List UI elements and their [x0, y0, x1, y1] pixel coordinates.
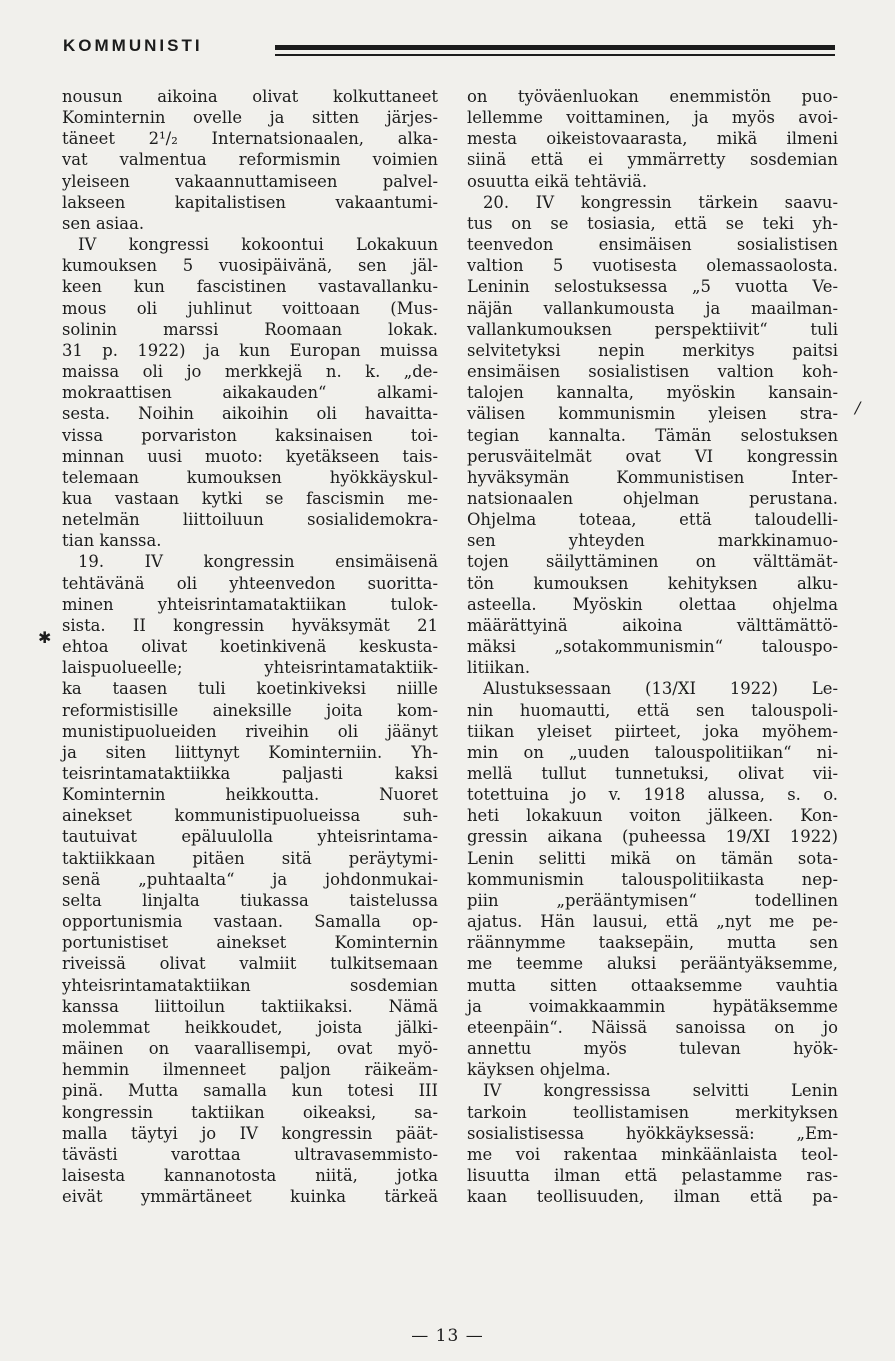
text-line: nousun aikoina olivat kolkuttaneet [62, 87, 438, 106]
text-line: molemmat heikkoudet, joista jälki- [62, 1017, 438, 1037]
text-line: reformistisille aineksille joita kom- [62, 700, 438, 720]
text-line: ainekset kommunistipuolueissa suh- [62, 806, 438, 826]
text-line: on työväenluokan enemmistön puo- [467, 87, 838, 106]
text-line: täneet 2¹/₂ Internatsionaalen, alka- [62, 129, 438, 149]
text-line: lisuutta ilman että pelastamme ras- [467, 1165, 838, 1185]
text-line: Alustuksessaan (13/XI 1922) Le- [483, 679, 838, 699]
text-line: ensimäisen sosialistisen valtion koh- [467, 362, 838, 382]
text-line: kanssa liittoilun taktiikaksi. Nämä [62, 996, 438, 1016]
text-line: selta linjalta tiukassa taistelussa [62, 890, 438, 910]
margin-mark: ✱ [38, 628, 52, 647]
text-line: vissa porvariston kaksinaisen toi- [62, 425, 438, 445]
text-line: yhteisrintamataktiikan sosdemian [62, 975, 438, 995]
text-line: nin huomautti, että sen talouspoli- [467, 700, 838, 720]
text-line: tehtävänä oli yhteenvedon suoritta- [62, 573, 438, 593]
text-line: tarkoin teollistamisen merkityksen [467, 1102, 838, 1122]
text-line: litiikan. [467, 658, 531, 678]
text-line: vallankumouksen perspektiivit“ tuli [467, 319, 838, 339]
text-line: mesta oikeistovaarasta, mikä ilmeni [467, 129, 838, 149]
text-line: munistipuolueiden riveihin oli jäänyt [62, 721, 438, 741]
text-line: minnan uusi muoto: kyetäkseen tais- [62, 446, 438, 466]
header-rule-thin [275, 54, 835, 56]
text-line: ja voimakkaammin hypätäksemme [467, 996, 838, 1016]
text-line: taktiikkaan pitäen sitä peräytymi- [62, 848, 438, 868]
text-line: lellemme voittaminen, ja myös avoi- [467, 108, 838, 128]
text-line: mutta sitten ottaaksemme vauhtia [467, 975, 838, 995]
text-line: me voi rakentaa minkäänlaista teol- [467, 1144, 838, 1164]
text-line: netelmän liittoiluun sosialidemokra- [62, 510, 438, 530]
text-line: vat valmentua reformismin voimien [62, 150, 438, 170]
text-line: heti lokakuun voiton jälkeen. Kon- [467, 806, 838, 826]
text-line: mäinen on vaarallisempi, ovat myö- [62, 1039, 438, 1059]
text-line: natsionaalen ohjelman perustana. [467, 488, 838, 508]
text-line: määrättyinä aikoina välttämättö- [467, 615, 838, 635]
text-line: IV kongressissa selvitti Lenin [483, 1081, 838, 1101]
text-line: 20. IV kongressin tärkein saavu- [483, 192, 838, 212]
text-line: räännymme taaksepäin, mutta sen [467, 933, 838, 953]
text-line: tiikan yleiset piirteet, joka myöhem- [467, 721, 838, 741]
text-line: solinin marssi Roomaan lokak. [62, 319, 438, 339]
text-line: gressin aikana (puheessa 19/XI 1922) [467, 827, 838, 847]
text-line: IV kongressi kokoontui Lokakuun [78, 235, 438, 255]
text-line: tävästi varottaa ultravasemmisto- [62, 1144, 438, 1164]
text-line: tautuivat epäluulolla yhteisrintama- [62, 827, 438, 847]
text-line: hyväksymän Kommunistisen Inter- [467, 467, 838, 487]
text-line: maissa oli jo merkkejä n. k. „de- [62, 362, 438, 382]
text-line: Ohjelma toteaa, että taloudelli- [467, 510, 838, 530]
text-line: välisen kommunismin yleisen stra- [467, 404, 838, 424]
text-line: minen yhteisrintamataktiikan tulok- [62, 594, 438, 614]
text-line: valtion 5 vuotisesta olemassaolosta. [467, 256, 838, 276]
text-line: kumouksen 5 vuosipäivänä, sen jäl- [62, 256, 438, 276]
text-line: laisesta kannanotosta niitä, jotka [62, 1165, 438, 1185]
text-line: Leninin selostuksessa „5 vuotta Ve- [467, 277, 838, 297]
text-line: senä „puhtaalta“ ja johdonmukai- [62, 869, 438, 889]
text-line: sosialistisessa hyökkäyksessä: „Em- [467, 1123, 838, 1143]
text-line: malla täytyi jo IV kongressin päät- [62, 1123, 438, 1143]
text-line: ka taasen tuli koetinkiveksi niille [62, 679, 438, 699]
page-header [63, 36, 835, 62]
text-line: annettu myös tulevan hyök- [467, 1039, 838, 1059]
text-line: tian kanssa. [62, 531, 162, 551]
left-text-column [62, 86, 438, 1207]
text-line: Lenin selitti mikä on tämän sota- [467, 848, 838, 868]
text-line: totettuina jo v. 1918 alussa, s. o. [467, 785, 838, 805]
text-line: mous oli juhlinut voittoaan (Mus- [62, 298, 438, 318]
text-line: mokraattisen aikakauden“ alkami- [62, 383, 438, 403]
text-line: kua vastaan kytki se fascismin me- [62, 488, 438, 508]
journal-title: KOMMUNISTI [63, 36, 203, 55]
text-line: 31 p. 1922) ja kun Europan muissa [62, 340, 438, 360]
text-line: pinä. Mutta samalla kun totesi III [62, 1081, 438, 1101]
text-line: keen kun fascistinen vastavallanku- [62, 277, 438, 297]
page-number: — 13 — [411, 1326, 484, 1346]
text-line: min on „uuden talouspolitiikan“ ni- [467, 742, 838, 762]
text-line: eivät ymmärtäneet kuinka tärkeä [62, 1187, 438, 1207]
text-line: siinä että ei ymmärretty sosdemian [467, 150, 838, 170]
text-line: portunistiset ainekset Kominternin [62, 933, 438, 953]
text-line: opportunismia vastaan. Samalla op- [62, 912, 438, 932]
text-line: perusväitelmät ovat VI kongressin [467, 446, 838, 466]
text-line: selvitetyksi nepin merkitys paitsi [467, 340, 838, 360]
text-line: kongressin taktiikan oikeaksi, sa- [62, 1102, 438, 1122]
header-rule [275, 45, 835, 50]
text-line: tegian kannalta. Tämän selostuksen [467, 425, 838, 445]
text-line: sesta. Noihin aikoihin oli havaitta- [62, 404, 438, 424]
text-line: teenvedon ensimäisen sosialistisen [467, 235, 838, 255]
text-line: näjän vallankumousta ja maailman- [467, 298, 838, 318]
right-text-column [467, 86, 838, 1207]
text-line: asteella. Myöskin olettaa ohjelma [467, 594, 838, 614]
text-line: tojen säilyttäminen on välttämät- [467, 552, 838, 572]
text-line: ajatus. Hän lausui, että „nyt me pe- [467, 912, 838, 932]
text-line: tus on se tosiasia, että se teki yh- [467, 213, 838, 233]
margin-mark: / [855, 398, 861, 417]
text-line: 19. IV kongressin ensimäisenä [78, 552, 438, 572]
text-line: teisrintamataktiikka paljasti kaksi [62, 764, 438, 783]
text-line: kaan teollisuuden, ilman että pa- [467, 1187, 838, 1207]
text-line: tön kumouksen kehityksen alku- [467, 573, 838, 593]
text-line: mäksi „sotakommunismin“ talouspo- [467, 637, 838, 657]
text-line: piin „perääntymisen“ todellinen [467, 890, 838, 910]
text-line: osuutta eikä tehtäviä. [467, 171, 648, 191]
text-line: lakseen kapitalistisen vakaantumi- [62, 192, 438, 212]
text-line: talojen kannalta, myöskin kansain- [467, 383, 838, 403]
text-line: yleiseen vakaannuttamiseen palvel- [62, 171, 438, 191]
text-line: kommunismin talouspolitiikasta nep- [467, 869, 838, 889]
text-line: ehtoa olivat koetinkivenä keskusta- [62, 637, 438, 657]
text-line: ja siten liittynyt Kominterniin. Yh- [62, 742, 438, 762]
text-line: riveissä olivat valmiit tulkitsemaan [62, 954, 438, 974]
text-line: sen asiaa. [62, 213, 145, 233]
text-line: hemmin ilmenneet paljon räikeäm- [62, 1060, 438, 1080]
text-line: Kominternin ovelle ja sitten järjes- [62, 108, 438, 128]
text-line: Kominternin heikkoutta. Nuoret [62, 785, 438, 805]
text-line: eteenpäin“. Näissä sanoissa on jo [467, 1017, 838, 1037]
text-line: sista. II kongressin hyväksymät 21 [62, 615, 438, 635]
text-line: me teemme aluksi perääntyäksemme, [467, 954, 838, 974]
text-line: laispuolueelle; yhteisrintamataktiik- [62, 658, 438, 678]
text-line: käyksen ohjelma. [467, 1060, 611, 1080]
text-line: mellä tullut tunnetuksi, olivat vii- [467, 764, 838, 783]
text-line: sen yhteyden markkinamuo- [467, 531, 838, 551]
text-line: telemaan kumouksen hyökkäyskul- [62, 467, 438, 487]
